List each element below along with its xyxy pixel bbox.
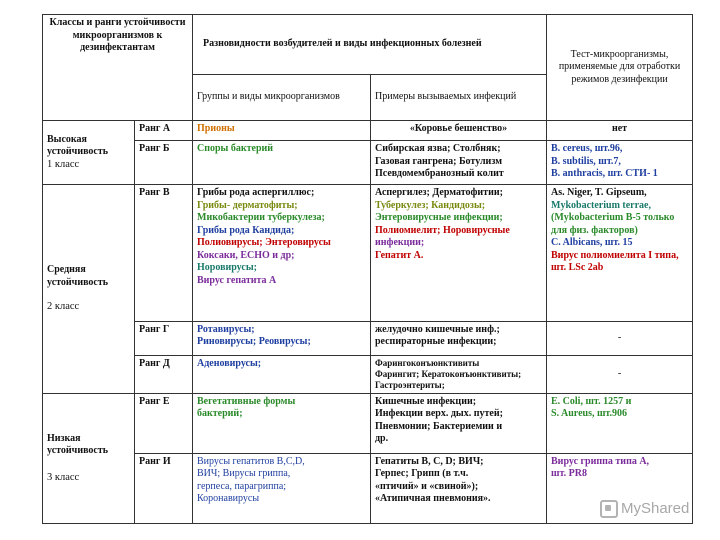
rank-i-tests-line-0: Вирус гриппа типа А,	[551, 455, 650, 467]
myshared-logo-icon	[600, 500, 618, 518]
rank-d-groups-line-0: Аденовирусы;	[197, 357, 262, 369]
class-3-cell	[43, 393, 135, 523]
rank-v-examples-line-1: Туберкулез; Кандидозы;	[375, 199, 486, 211]
rank-d-examples-line-0: Фарингоконъюнктивиты	[375, 357, 480, 368]
rank-g-examples-line-0: желудочно кишечные инф.;	[375, 323, 500, 335]
rank-v-groups-line-2: Микобактерии туберкулеза;	[197, 212, 325, 224]
rank-b-tests-line-1: B. subtilis, шт.7,	[551, 155, 621, 167]
rank-e-examples-line-1: Инфекции верх. дых. путей;	[375, 408, 503, 420]
rank-g-examples-line-1: респираторные инфекции;	[375, 336, 497, 348]
rank-v-label: Ранг В	[139, 187, 170, 199]
rank-i-examples-line-1: Герпес; Грипп (в т.ч.	[375, 468, 469, 480]
rank-v-tests	[547, 185, 693, 321]
rank-i-groups	[193, 453, 371, 523]
header-classes-ranks	[43, 15, 193, 121]
rank-i-examples	[371, 453, 547, 523]
rank-i-groups-line-2: герпеса, парагриппа;	[197, 480, 287, 492]
rank-v-examples	[371, 185, 547, 321]
rank-b-tests	[547, 141, 693, 185]
rank-b-examples	[371, 141, 547, 185]
rank-d-examples-line-2: Гастроэнтериты;	[375, 379, 445, 390]
rank-e-examples-line-2: Пневмонии; Бактериемии и	[375, 420, 503, 432]
header-groups	[193, 75, 371, 121]
header-examples	[371, 75, 547, 121]
rank-a-examples	[371, 121, 547, 141]
rank-b-examples-line-1: Газовая гангрена; Ботулизм	[375, 155, 503, 167]
header-varieties-text: Разновидности возбудителей и виды инфекционных болезней	[203, 38, 482, 50]
rank-g-label: Ранг Г	[139, 323, 170, 335]
rank-d-tests-line-0: -	[617, 367, 622, 379]
rank-b-examples-line-0: Сибирская язва; Столбняк;	[375, 143, 501, 155]
rank-b-examples-line-2: Псевдомембранозный колит	[375, 168, 504, 180]
rank-d-cell	[135, 355, 193, 393]
rank-b-groups	[193, 141, 371, 185]
class-1-label: 1 класс	[47, 158, 80, 170]
rank-a-cell	[135, 121, 193, 141]
rank-e-groups	[193, 393, 371, 453]
rank-b-cell	[135, 141, 193, 185]
rank-v-groups-line-0: Грибы рода аспергиллюс;	[197, 187, 315, 199]
rank-g-tests	[547, 321, 693, 355]
rank-v-examples-line-0: Аспергилез; Дерматофитии;	[375, 187, 503, 199]
rank-i-groups-line-3: Коронавирусы	[197, 493, 260, 505]
rank-e-examples	[371, 393, 547, 453]
rank-e-examples-line-0: Кишечные инфекции;	[375, 395, 477, 407]
rank-i-examples-line-2: «птичий» и «свиной»);	[375, 480, 479, 492]
rank-i-label: Ранг И	[139, 455, 171, 467]
watermark-text: MyShared	[621, 500, 690, 517]
rank-i-cell	[135, 453, 193, 523]
rank-v-examples-line-3: Полиомиелит; Норовирусные	[375, 224, 510, 236]
rank-i-examples-line-0: Гепатиты В, С, D; ВИЧ;	[375, 455, 484, 467]
header-test-organisms	[547, 15, 693, 121]
rank-i-examples-line-3: «Атипичная пневмония».	[375, 493, 491, 505]
rank-v-tests-line-0: As. Niger, T. Gipseum,	[551, 187, 647, 199]
class-2-resistance: Средняя устойчивость	[47, 264, 109, 288]
rank-v-examples-line-5: Гепатит А.	[375, 249, 424, 261]
rank-v-groups	[193, 185, 371, 321]
class-3-label: 3 класс	[47, 471, 80, 483]
header-classes-ranks-text: Классы и ранги устойчивости микроорганизмов к дезинфектантам	[49, 17, 186, 53]
rank-b-tests-line-2: B. anthracis, шт. СТИ- 1	[551, 168, 658, 180]
rank-v-tests-line-2: (Mykobacterium B-5 только для физ. факторов)	[551, 212, 675, 236]
watermark	[600, 500, 689, 518]
rank-a-label: Ранг А	[139, 123, 171, 135]
rank-a-tests-line-0: нет	[611, 123, 628, 135]
class-1-cell	[43, 121, 135, 185]
class-1-resistance: Высокая устойчивость	[47, 133, 109, 158]
rank-e-tests	[547, 393, 693, 453]
rank-v-tests-line-3: C. Albicans, шт. 15	[551, 237, 633, 249]
header-test-organisms-text: Тест-микроорганизмы, применяемые для отработки режимов дезинфекции	[558, 48, 681, 85]
rank-a-groups	[193, 121, 371, 141]
rank-d-examples-line-1: Фарингит; Кератоконъюнктивиты;	[375, 368, 522, 379]
rank-a-tests	[547, 121, 693, 141]
rank-b-tests-line-0: B. cereus, шт.96,	[551, 143, 623, 155]
rank-g-examples	[371, 321, 547, 355]
rank-v-tests-line-1: Mykobacterium terrae,	[551, 199, 651, 211]
rank-d-tests	[547, 355, 693, 393]
rank-i-groups-line-1: ВИЧ; Вирусы гриппа,	[197, 468, 291, 480]
rank-v-groups-line-5: Коксаки, ЕСНО и др;	[197, 249, 295, 261]
rank-v-groups-line-6: Норовирусы;	[197, 262, 257, 274]
rank-g-groups-line-1: Риновирусы; Реовирусы;	[197, 336, 311, 348]
header-examples-text: Примеры вызываемых инфекций	[375, 91, 517, 103]
rank-g-groups-line-0: Ротавирусы;	[197, 323, 255, 335]
rank-e-groups-line-0: Вегетативные формы	[197, 395, 296, 407]
rank-g-groups	[193, 321, 371, 355]
rank-e-groups-line-1: бактерий;	[197, 408, 243, 420]
header-groups-text: Группы и виды микроорганизмов	[197, 91, 340, 103]
rank-e-tests-line-0: E. Coli, шт. 1257 и	[551, 395, 632, 407]
rank-b-groups-line-0: Споры бактерий	[197, 143, 274, 155]
rank-v-examples-line-2: Энтеровирусные инфекции;	[375, 212, 503, 224]
rank-i-tests-line-1: шт. PR8	[551, 468, 587, 480]
header-varieties	[193, 15, 547, 75]
rank-b-label: Ранг Б	[139, 143, 170, 155]
rank-v-tests-line-4: Вирус полиомиелита I типа, шт. LSc 2ab	[551, 249, 679, 274]
disinfectant-resistance-table	[42, 14, 693, 524]
rank-e-examples-line-3: др.	[375, 433, 389, 445]
rank-d-groups	[193, 355, 371, 393]
rank-a-examples-line-0: «Коровье бешенство»	[409, 123, 508, 135]
rank-i-groups-line-0: Вирусы гепатитов В,С,D,	[197, 455, 305, 467]
rank-v-groups-line-3: Грибы рода Кандида;	[197, 224, 295, 236]
rank-g-cell	[135, 321, 193, 355]
class-3-resistance: Низкая устойчивость	[47, 432, 109, 457]
rank-v-cell	[135, 185, 193, 321]
rank-d-label: Ранг Д	[139, 357, 170, 369]
rank-e-label: Ранг Е	[139, 395, 170, 407]
rank-v-groups-line-1: Грибы- дерматофиты;	[197, 199, 298, 211]
rank-v-examples-line-4: инфекции;	[375, 237, 425, 249]
rank-e-tests-line-1: S. Aureus, шт.906	[551, 408, 628, 420]
class-2-cell	[43, 185, 135, 393]
rank-d-examples	[371, 355, 547, 393]
rank-a-groups-line-0: Прионы	[197, 123, 235, 135]
rank-v-groups-line-4: Полиовирусы; Энтеровирусы	[197, 237, 331, 249]
rank-v-groups-line-7: Вирус гепатита А	[197, 274, 277, 286]
rank-g-tests-line-0: -	[617, 331, 622, 343]
rank-e-cell	[135, 393, 193, 453]
class-2-label: 2 класс	[47, 301, 80, 313]
